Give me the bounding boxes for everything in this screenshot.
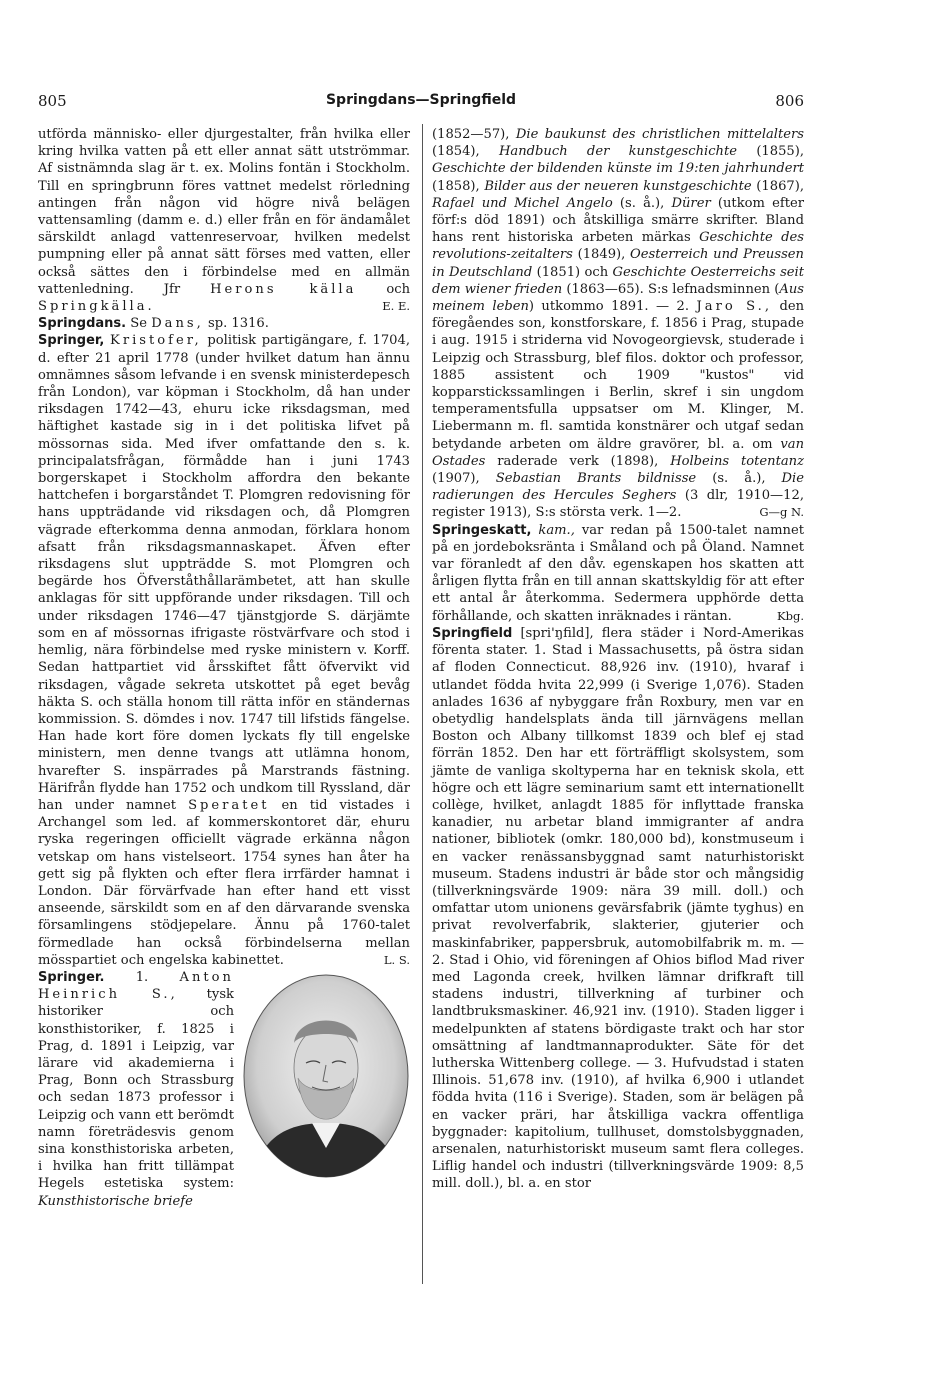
- work-title: Die radierungen des Hercules Seghers: [432, 471, 804, 504]
- work-title: Geschichte Oesterreichs seit dem wiener frieden: [432, 264, 805, 297]
- alias-name: Speratet: [188, 797, 270, 813]
- fountain-paragraph: utförda människo- eller djurgestalter, från hvilka eller kring hvilka vatten på ett eller annat sätt utströmmar. Af sistnämnda slag är t. ex. Molins fontän i Stockholm. Till en springbrunn föres vattnet medelst rörledning antingen från någon vid högre nivå belägen vattensamling (damm e. d.) eller från en för ändamålet särskildt anlagd vattenreservoar, hvilken medelst pumpning eller på annat sätt förses med vatten, eller också sättes den i förbindelse med en allmän vattenledning. Jfr Herons källa och Springkälla. E. E.: [38, 127, 411, 315]
- headword: Springeskatt,: [432, 522, 532, 538]
- work-title: van Ostades: [432, 436, 805, 469]
- work-title: Handbuch der kunstgeschichte: [499, 144, 737, 160]
- entry-springer-kristofer: Springer, Kristofer, politisk partigängare, f. 1704, d. efter 21 april 1778 (under hvilket datum han ännu omnämnes såsom lefvande i en svensk ministerdepesch från London), var köpman i Stockholm, då han under riksdagen 1742—43, ehuru icke riksdagsman, med häftighet kastade sig in i det politiska lifvet på mössornas sida. Med ifver omfattande den s. k. principalatsfrågan, förmådde han i juni 1743 borgerskapet i Stockholm affordra den bekante hattchefen i borgarståndet T. Plomgren redovisning för hans uppträdande vid riksdagen och, då Plomgren vägrade efterkomma denna anmodan, förklara honom afsatt från riksdagsmannaskapet. Äfven efter riksdagens slut uppträdde S. mot Plomgren och begärde hos Öfverståthållarämbetet, att han skulle anklagas för sitt uppförande under riksdagen. Till och under riksdagen 1746—47 tjänstgjorde S. därjämte som en af mössornas ifrigaste röstvärfvare och stod i hemlig, nära förbindelse med ryske ministern v. Korff. Sedan hattpartiet vid årsskiftet fått öfvervikt vid riksdagen, vågade sekreta utskottet på eget bevåg häkta S. och ställa honom till rätta inför en ständernas kommission. S. dömdes i nov. 1747 till lifstids fängelse. Han hade kort före domen lyckats fly till engelske ministern, men denne tvangs att utlämna honom, hvarefter S. inspärrades på Marstrands fästning. Härifrån flydde han 1752 och undkom till Ryssland, där han under namnet Speratet en tid vistades i Archangel som led. af kommerskontoret där, ehuru ryska regeringen officiellt vägrade erkänna någon vetskap om hans vistelseort. 1754 synes han åter ha gett sig på flykten och efter flera irrfärder hamnat i London. Där förvärfvade han efter hand ett visst anseende, särskildt som en af den därvarande svenska församlingens stödjepelare. Ännu på 1760-talet förmedlade han också förbindelserna mellan mösspartiet och engelska kabinettet. L. S.: [38, 333, 410, 968]
- entry-springdans: Springdans. Se Dans, sp. 1316.: [38, 316, 269, 332]
- work-title: Bilder aus der neueren kunstgeschichte: [484, 178, 752, 194]
- page-number-left: 805: [38, 92, 67, 110]
- left-column: [38, 126, 410, 1210]
- page-number-right: 806: [775, 92, 804, 110]
- column-divider: [422, 124, 423, 1284]
- work-title: Geschichte der bildenden künste im 19:ten jahrhundert: [432, 161, 804, 177]
- work-title: Oesterreich und Preussen in Deutschland: [432, 247, 804, 280]
- headword: Springer.: [38, 969, 105, 985]
- right-column: [432, 126, 804, 1193]
- running-title: Springdans—Springfield: [325, 92, 517, 108]
- portrait-engraving-icon: [242, 973, 410, 1179]
- work-title: Die baukunst des christlichen mittelalters: [515, 127, 804, 142]
- work-title: Rafael und Michel Angelo: [432, 195, 613, 211]
- cross-reference: Springkälla.: [38, 299, 155, 315]
- headword: Springfield: [432, 625, 513, 641]
- entry-springfield: Springfield [spri'ŋfild], flera städer i Nord-Amerikas förenta stater. 1. Stad i Massachusetts, på östra sidan af floden Connecticut. 88,926 inv. (1910), hvaraf i utlandet födda hvita 22,999 (i Sverige 1,076). Staden anlades 1636 af nybyggare från Roxbury, men var en obetydlig handelsplats ända till järnvägens mellan Boston och Albany tillkomst 1839 och blef ej stad förrän 1852. Den har ett förträffligt skolsystem, som jämte de vanliga skoltyperna har en teknisk skola, ett högre och ett lägre seminarium samt ett internationellt collège, hvilket, anlagdt 1885 för inflyttade franska kanadier, nu arbetar bland immigranter af andra nationer, bibliotek (omkr. 180,000 bd), konstmuseum i en vacker renässansbyggnad samt naturhistoriskt museum. Stadens industri är både stor och mångsidig (tillverkningsvärde 1909: nära 39 mill. doll.) och omfattar utom unionens gevärsfabrik (jämte tyghus) en privat revolverfabrik, slakterier, gjuterier och maskinfabriker, pappersbruk, automobilfabrik m. m. — 2. Stad i Ohio, vid föreningen af Ohios biflod Mad river med Lagonda creek, hvilken lämnar drifkraft till stadens industri, tillverkning af turbiner och landtbruksmaskiner. 46,921 inv. (1910). Staden ligger i medelpunkten af statens bördigaste trakt och har stor omsättning af landtmannaprodukter. Säte för det lutherska Wittenberg college. — 3. Hufvudstad i staten Illinois. 51,678 inv. (1910), af hvilka 6,900 i utlandet födda hvita (116 i Sverige). Staden, som är belägen på en vacker präri, har åtskilliga vackra offentliga byggnader: kapitolium, tullhuset, domstolsbyggnaden, arsenalen, naturhistoriskt museum samt flera colleges. Liflig handel och industri (tillverkningsvärde 1909: 8,5 mill. doll.), bl. a. en stor: [432, 625, 804, 1192]
- cross-reference: Dans,: [151, 316, 204, 332]
- author-signature: Kbg.: [777, 608, 804, 623]
- work-title: Sebastian Brants bildnisse: [495, 471, 697, 487]
- person-name: Kristofer,: [110, 333, 202, 349]
- cross-reference: Herons källa: [210, 281, 357, 297]
- entry-springer-anton: Springer. 1. Anton Heinrich S., tysk historiker och konsthistoriker, f. 1825 i Prag, d. 1891 i Leipzig, var lärare vid akademierna i Prag, Bonn och Strassburg och sedan 1873 professor i Leipzig och vann ett berömdt namn företrädesvis genom sina konsthistoriska arbeten, i hvilka han fritt tillämpat Hegels estetiska system: Kunsthistorische briefe: [38, 969, 234, 1209]
- abbreviation: kam.,: [538, 522, 575, 538]
- page-header: [38, 92, 804, 114]
- work-title: Geschichte des revolutions-zeitalters: [432, 230, 805, 263]
- person-name: Jaro S.,: [696, 299, 772, 315]
- work-title: Aus meinem leben: [432, 281, 804, 315]
- headword: Springer,: [38, 333, 105, 349]
- author-signature: L. S.: [383, 952, 410, 967]
- work-title: Dürer: [671, 195, 711, 211]
- headword: Springdans.: [38, 316, 127, 332]
- work-title: Holbeins totentanz: [670, 453, 804, 469]
- entry-springer-anton-continued: (1852—57), Die baukunst des christlichen mittelalters (1854), Handbuch der kunstgeschichte (1855), Geschichte der bildenden künste im 19:ten jahrhundert (1858), Bilder aus der neueren kunstgeschichte (1867), Rafael und Michel Angelo (s. å.), Dürer (utkom efter förf:s död 1891) och åtskilliga smärre skrifter. Bland hans rent historiska arbeten märkas Geschichte des revolutions-zeitalters (1849), Oesterreich und Preussen in Deutschland (1851) och Geschichte Oesterreichs seit dem wiener frieden (1863—65). S:s lefnadsminnen (Aus meinem leben) utkommo 1891. — 2. Jaro S., den föregåendes son, konstforskare, f. 1856 i Prag, stupade i aug. 1915 i striderna vid Novogeorgievsk, studerade i Leipzig och Strassburg, blef filos. doktor och professor, 1885 assistent och 1909 "kustos" vid kopparstickssamlingen i Berlin, skref i sin ungdom temperamentsfulla uppsatser om M. Klinger, M. Liebermann m. fl. samtida konstnärer och utgaf sedan betydande arbeten om äldre gravörer, bl. a. om van Ostades raderade verk (1898), Holbeins totentanz (1907), Sebastian Brants bildnisse (s. å.), Die radierungen des Hercules Seghers (3 dlr, 1910—12, register 1913), S:s största verk. 1—2. G—g N.: [432, 127, 805, 521]
- work-title: Kunsthistorische briefe: [38, 1193, 193, 1209]
- person-name: Anton Heinrich S.,: [38, 969, 234, 1003]
- author-signature: G—g N.: [759, 505, 804, 520]
- author-signature: E. E.: [382, 299, 410, 314]
- entry-springeskatt: Springeskatt, kam., var redan på 1500-talet namnet på en jordeboksränta i Småland och på Öland. Namnet var föranledt af den dåv. egenskapen hos skatten att årligen flytta från en till annan skattskyldig för att efter ett antal år återkomma. Sedermera upphörde detta förhållande, och skatten inräknades i räntan. Kbg.: [432, 522, 804, 624]
